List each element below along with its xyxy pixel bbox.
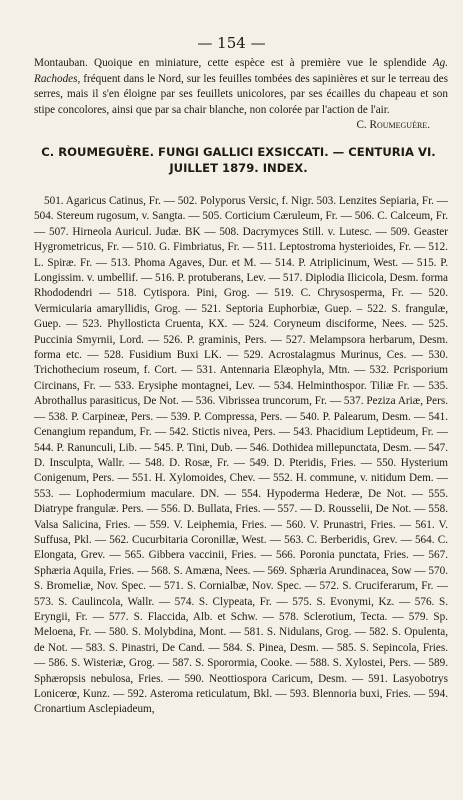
intro-text-end: , fréquent dans le Nord, sur les feuilles tombées des sapinières et sur le terreau des serres, mais il s'en éloigne par ses feuillets unicolores, par ses écailles du chapeau et son stipe concolores, ainsi que par sa chair blanche, non colorée par l'action de l'air. — [34, 72, 448, 116]
author-signature: C. Roumeguère. — [356, 119, 430, 132]
intro-text-start: Montauban. Quoique en miniature, cette espèce est à première vue le splendide — [34, 57, 433, 69]
index-list — [34, 194, 448, 718]
index-entries: 501. Agaricus Catinus, Fr. — 502. Polyporus Versic, f. Nigr. 503. Lenzites Sepiaria, Fr. — 504. Stereum rugosum, v. Sangta. — 505. Corticium Cæruleum, Fr. — 506. C. Calceum, Fr. — 507. Hirneola Auricul. Judæ. BK — 508. Dacrymyces Still. v. Lutesc. — 509. Geaster Hygrometricus, Fr. — 510. G. Fimbriatus, Fr. — 511. Leptostroma hysterioides, Fr. — 512. L. Spiræ. Fr. — 513. Phoma Agaves, Dur. et M. — 514. P. Atriplicinum, West. — 515. P. Longissim. v. umbellif. — 516. P. protuberans, Lev. — 517. Diplodia Ilicicola, Desm. forma Rhododendri — 518. Cytispora. Pini, Grog. — 519. C. Chrysosperma, Fr. — 520. Vermicularia amaryllidis, Grog. — 521. Septoria Euphorbiæ, Guep. – 522. S. frangulæ, Guep. — 523. Phyllosticta Cruenta, KX. — 524. Coryneum disciforme, Nees. — 525. Puccinia Smyrnii, Lord. — 526. P. graminis, Pers. — 527. Melampsora herbarum, Desm. forma etc. — 528. Fusidium Buxi LK. — 529. Acrostalagmus Murinus, Ces. — 530. Trichothecium roseum, f. Cort. — 531. Antennaria Elæophyla, Mtn. — 532. Pcrisporium Circinans, Fr. — 533. Erysiphe montagnei, Lev. — 534. Helminthospor. Tiliæ Fr. — 535. Abrothallus parasiticus, De Not. — 536. Vibrissea truncorum, Fr. — 537. Peziza Ariæ, Pers. — 538. P. Carpineæ, Pers. — 539. P. Compressa, Pers. — 540. P. Palearum, Desm. — 541. Cenangium repandum, Fr. — 542. Stictis nivea, Pers. — 543. Phacidium Leptideum, Fr. — 544. P. Ranunculi, Lib. — 545. P. Tini, Dub. — 546. Dothidea millepunctata, Desm. — 547. D. Insculpta, Wallr. — 548. D. Rosæ, Fr. — 549. D. Pteridis, Fries. — 550. Hysterium Conigenum, Pers. — 551. H. Xylomoides, Chev. — 552. H. commune, v. nitidum Dem. — 553. — Lophodermium maculare. DN. — 554. Hypoderma Hederæ, De Not. — 555. Diatrype frangulæ. Pers. — 556. D. Bullata, Fries. — 557. — D. Rousselii, De Not. — 558. Valsa Salicina, Fries. — 559. V. Leiphemia, Fries. — 560. V. Prunastri, Fries. — 561. V. Suffusa, Pkl. — 562. Cucurbitaria Coronillæ, West. — 563. C. Berberidis, Grev. — 564. C. Elongata, Grev. — 565. Gibbera vaccinii, Fries. — 566. Poronia punctata, Fries. — 567. Sphæria Aquila, Fries. — 568. S. Amæna, Nees. — 569. Sphæria Arundinacea, Sow — 570. S. Bromeliæ, Nov. Spec. — 571. S. Cornialbæ, Nov. Spec. — 572. S. Cruciferarum, Fr. — 573. S. Caulincola, Wallr. — 574. S. Clypeata, Fr. — 575. S. Evonymi, Kz. — 576. S. Eryngii, Fr. — 577. S. Flaccida, Alb. et Schw. — 578. Sclerotium, Tecta. — 579. Sp. Meloena, Fr. — 580. S. Molybdina, Mont. — 581. S. Nidulans, Grog. — 582. S. Opulenta, de Not. — 583. S. Pinastri, De Cand. — 584. S. Pinea, Desm. — 585. S. Sepincola, Fries. — 586. S. Wisteriæ, Grog. — 587. S. Sporormia, Cooke. — 588. S. Xylostei, Pers. — 589. Sphæropsis nebulosa, Fries. — 590. Neottiospora Caricum, Desm. — 591. Lasyobotrys Lonicerœ, Kunz. — 592. Asteroma reticulatum, Bkl. — 593. Blennoria buxi, Fries. — 594. Cronartium Asclepiadeum, — [34, 195, 448, 716]
page-number: — 154 — — [197, 34, 266, 52]
section-heading: C. ROUMEGUÈRE. FUNGI GALLICI EXSICCATI. — CENTURIA VI. JUILLET 1879. INDEX. — [41, 145, 436, 175]
species-name-italic: Ag. Rachodes — [34, 57, 448, 85]
intro-paragraph — [34, 56, 448, 134]
